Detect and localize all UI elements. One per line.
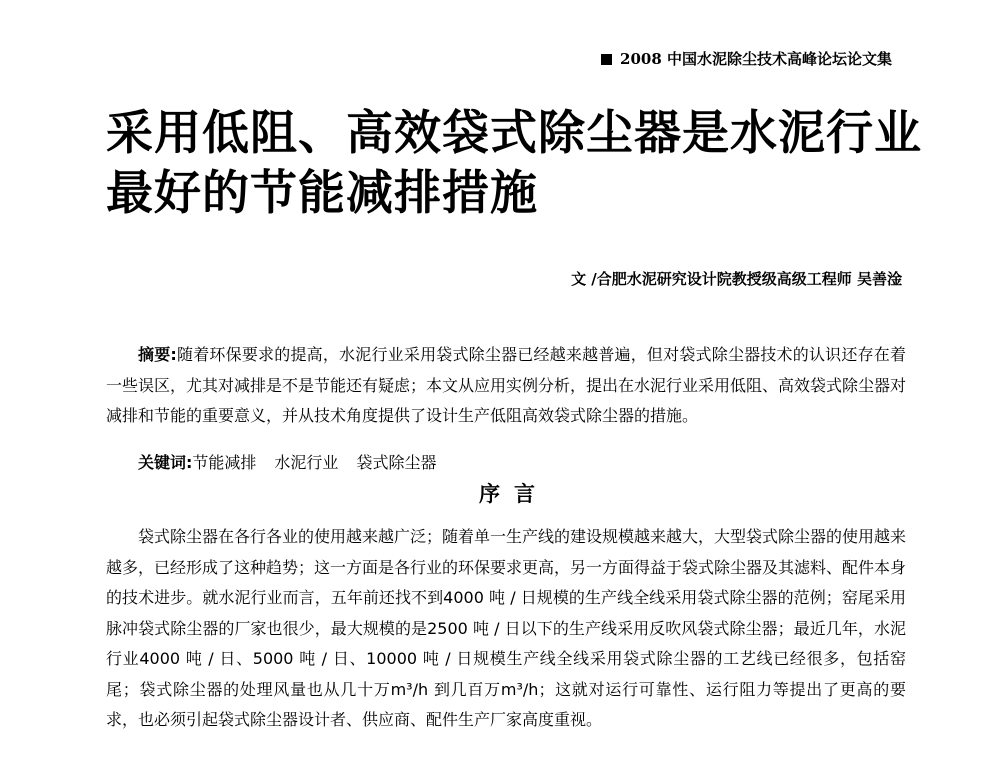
black-square-icon: [601, 54, 612, 65]
keyword-item: 节能减排: [192, 453, 257, 472]
intro-paragraph: 袋式除尘器在各行各业的使用越来越广泛；随着单一生产线的建设规模越来越大，大型袋式除尘器的使用越来越多，已经形成了这种趋势；这一方面是各行业的环保要求更高，另一方面得益于袋式除尘器及其滤料、配件本身的技术进步。就水泥行业而言，五年前还找不到4000 吨 / 日规模的生产线全线采用袋式除尘器的范例；窑尾采用脉冲袋式除尘器的厂家也很少，最大规模的是2500 吨 / 日以下的生产线采用反吹风袋式除尘器；最近几年，水泥行业4000 吨 / 日、5000 吨 / 日、10000 吨 / 日规模生产线全线采用袋式除尘器的工艺线已经很多，包括窑尾；袋式除尘器的处理风量也从几十万m³/h 到几百万m³/h；这就对运行可靠性、运行阻力等提出了更高的要求，也必须引起袋式除尘器设计者、供应商、配件生产厂家高度重视。: [106, 527, 907, 729]
abstract-label: 摘要:: [138, 345, 177, 364]
series-header: [601, 48, 892, 69]
author-line: 文 /合肥水泥研究设计院教授级高级工程师 吴善淦: [571, 270, 902, 288]
keyword-item: 袋式除尘器: [356, 453, 437, 472]
article-title: 采用低阻、高效袋式除尘器是水泥行业最好的节能减排措施: [106, 106, 922, 221]
abstract: [106, 340, 906, 432]
abstract-text: 随着环保要求的提高，水泥行业采用袋式除尘器已经越来越普遍，但对袋式除尘器技术的认识还存在着一些误区，尤其对减排是不是节能还有疑虑；本文从应用实例分析，提出在水泥行业采用低阻、高效袋式除尘器对减排和节能的重要意义，并从技术角度提供了设计生产低阻高效袋式除尘器的措施。: [106, 345, 907, 425]
section-heading: 序言: [479, 482, 549, 506]
keyword-item: 水泥行业: [274, 453, 339, 472]
keywords: [138, 448, 838, 479]
keywords-label: 关键词:: [138, 453, 193, 472]
series-title: 2008 中国水泥除尘技术高峰论坛论文集: [620, 50, 892, 68]
